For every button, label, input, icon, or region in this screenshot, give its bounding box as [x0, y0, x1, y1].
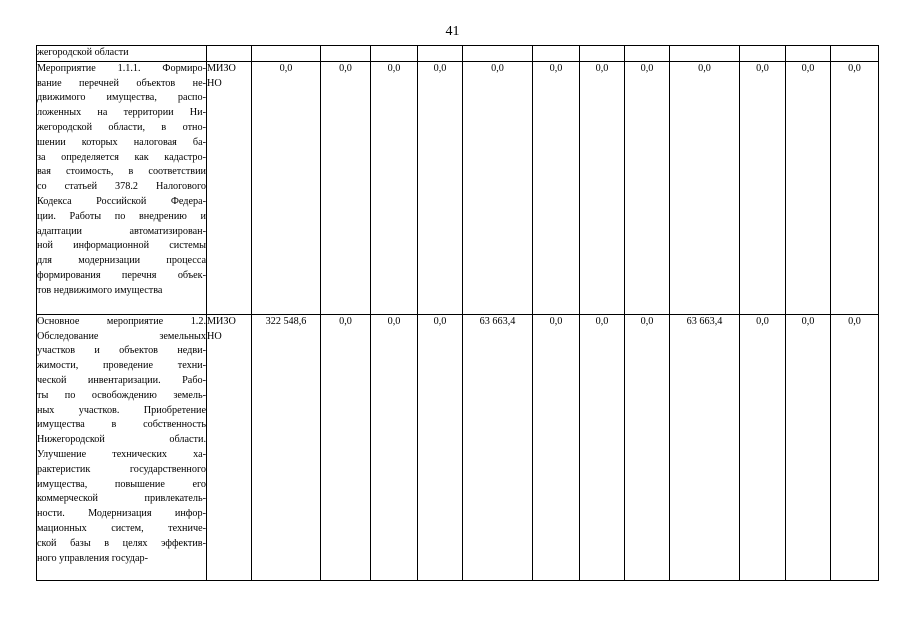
description-line: движимого имущества, распо- — [37, 92, 206, 104]
description-line: рактеристик государственного — [37, 463, 206, 475]
description-line: Основное мероприятие 1.2. — [37, 315, 206, 327]
value-cell: 0,0 — [831, 314, 879, 580]
description-line: ного управления государ- — [37, 552, 148, 564]
value-cell: 0,0 — [371, 314, 418, 580]
executor-cell: МИЗО НО — [207, 314, 252, 580]
value-cell — [252, 46, 321, 62]
value-cell: 0,0 — [740, 61, 786, 314]
description-line: мационных систем, техниче- — [37, 522, 206, 534]
table-row — [37, 46, 879, 62]
value-cell — [463, 46, 533, 62]
value-cell: 63 663,4 — [463, 314, 533, 580]
value-cell: 0,0 — [463, 61, 533, 314]
executor-cell: МИЗО НО — [207, 61, 252, 314]
description-line: тов недвижимого имущества — [37, 284, 163, 296]
description-line: ности. Модернизация инфор- — [37, 508, 206, 520]
value-cell — [580, 46, 625, 62]
value-cell: 0,0 — [580, 61, 625, 314]
description-line: участков и объектов недви- — [37, 345, 206, 357]
description-line: адаптации автоматизирован- — [37, 225, 206, 237]
value-cell: 0,0 — [252, 61, 321, 314]
value-cell — [831, 46, 879, 62]
executor-cell — [207, 46, 252, 62]
description-line: вая стоимость, в соответствии — [37, 166, 206, 178]
description-line: ты по освобождению земель- — [37, 389, 206, 401]
description-line: шении которых налоговая ба- — [37, 136, 206, 148]
value-cell: 322 548,6 — [252, 314, 321, 580]
description-line: формирования перечня объек- — [37, 269, 206, 281]
value-cell — [740, 46, 786, 62]
value-cell: 0,0 — [418, 61, 463, 314]
description-line: ской базы в целях эффектив- — [37, 537, 206, 549]
value-cell: 0,0 — [371, 61, 418, 314]
value-cell: 0,0 — [321, 314, 371, 580]
value-cell: 0,0 — [786, 61, 831, 314]
value-cell — [786, 46, 831, 62]
description-line: Кодекса Российской Федера- — [37, 195, 206, 207]
value-cell: 0,0 — [321, 61, 371, 314]
description-line: имущества в собственность — [37, 419, 206, 431]
description-line: ной информационной системы — [37, 240, 206, 252]
description-line: жегородской области — [37, 47, 129, 58]
value-cell — [533, 46, 580, 62]
description-line: коммерческой привлекатель- — [37, 493, 206, 505]
value-cell: 63 663,4 — [670, 314, 740, 580]
description-line: Улучшение технических ха- — [37, 448, 206, 460]
page-number: 41 — [445, 24, 460, 39]
value-cell: 0,0 — [418, 314, 463, 580]
value-cell: 0,0 — [786, 314, 831, 580]
value-cell: 0,0 — [625, 61, 670, 314]
value-cell: 0,0 — [533, 61, 580, 314]
value-cell — [670, 46, 740, 62]
description-line: для модернизации процесса — [37, 255, 206, 267]
description-line: Обследование земельных — [37, 330, 206, 342]
description-line: ции. Работы по внедрению и — [37, 210, 206, 222]
table-row — [37, 314, 879, 580]
value-cell: 0,0 — [831, 61, 879, 314]
value-cell — [371, 46, 418, 62]
value-cell — [625, 46, 670, 62]
value-cell — [321, 46, 371, 62]
value-cell — [418, 46, 463, 62]
description-line: вание перечней объектов не- — [37, 77, 206, 89]
description-line: со статьей 378.2 Налогового — [37, 181, 206, 193]
value-cell: 0,0 — [740, 314, 786, 580]
value-cell: 0,0 — [580, 314, 625, 580]
description-line: жегородской области, в отно- — [37, 121, 206, 133]
description-line: Нижегородской области. — [37, 434, 206, 446]
description-line: имущества, повышение его — [37, 478, 206, 490]
description-line: жимости, проведение техни- — [37, 360, 206, 372]
value-cell: 0,0 — [670, 61, 740, 314]
value-cell: 0,0 — [625, 314, 670, 580]
description-line: ческой инвентаризации. Рабо- — [37, 374, 206, 386]
measure-description — [37, 46, 207, 62]
value-cell: 0,0 — [533, 314, 580, 580]
budget-table — [36, 45, 879, 581]
description-line: ных участков. Приобретение — [37, 404, 206, 416]
table-row — [37, 61, 879, 314]
description-line: ложенных на территории Ни- — [37, 107, 206, 119]
description-line: Мероприятие 1.1.1. Формиро- — [37, 62, 206, 74]
description-line: за определяется как кадастро- — [37, 151, 206, 163]
measure-description — [37, 61, 207, 314]
measure-description — [37, 314, 207, 580]
